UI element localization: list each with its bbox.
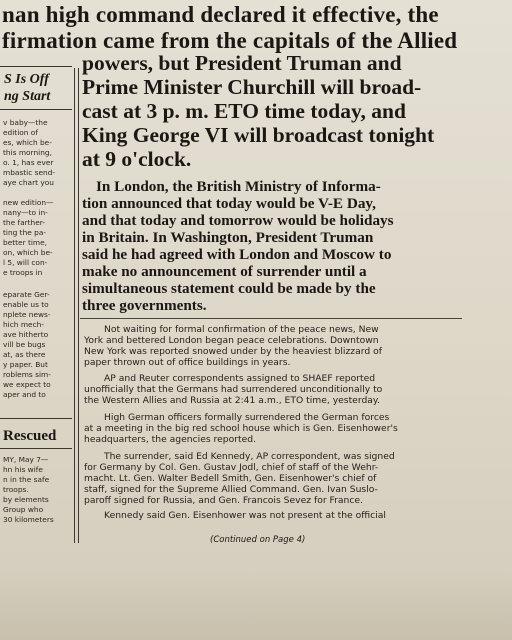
second-paragraph-line: said he had agreed with London and Moscow to	[82, 246, 392, 263]
sidebar-text-line: roblems sim-	[3, 370, 51, 379]
body-line: paroff signed for Russia, and Gen. Francois Sevez for France.	[84, 495, 364, 506]
body-line: unofficially that the Germans had surrendered unconditionally to	[84, 384, 383, 395]
body-line: headquarters, the agencies reported.	[84, 434, 257, 445]
lead-line: King George VI will broadcast tonight	[82, 123, 435, 147]
sidebar-text-line: l 5, will con-	[3, 258, 48, 267]
lead-line: Prime Minister Churchill will broad-	[82, 75, 422, 99]
sidebar-text-line: aper and to	[3, 390, 46, 399]
body-line: macht. Lt. Gen. Walter Bedell Smith, Gen. Eisenhower's chief of	[84, 473, 377, 484]
sidebar-text-line: new edition—	[3, 198, 54, 207]
body-line: High German officers formally surrendered the German forces	[104, 412, 390, 423]
rescued-headline-rule	[0, 448, 72, 449]
sidebar-text-line: at, as there	[3, 350, 46, 359]
sidebar-text-line: nany—to in-	[3, 208, 48, 217]
second-paragraph-line: in Britain. In Washington, President Truman	[82, 229, 374, 246]
sidebar-text-line: mbastic send-	[3, 168, 56, 177]
sidebar-bottom-rule	[0, 418, 72, 419]
rescued-text-line: by elements	[3, 495, 49, 504]
rescued-text-line: 30 kilometers	[3, 515, 54, 524]
rescued-text-line: Group who	[3, 505, 44, 514]
sidebar-headline-2: ng Start	[4, 89, 51, 104]
rescued-text-line: hn his wife	[3, 465, 43, 474]
rescued-text-line: MY, May 7—	[3, 455, 49, 464]
body-line: the Western Allies and Russia at 2:41 a.m., ETO time, yesterday.	[84, 395, 380, 406]
body-line: York and bettered London began peace celebrations. Downtown	[84, 335, 379, 346]
column-rule	[78, 68, 79, 543]
sidebar-text-line: y paper. But	[3, 360, 48, 369]
body-line: The surrender, said Ed Kennedy, AP correspondent, was signed	[104, 451, 395, 462]
paper-bottom-shading	[0, 572, 512, 640]
body-line: for Germany by Col. Gen. Gustav Jodl, chief of staff of the Wehr-	[84, 462, 379, 473]
sidebar-text-line: better time,	[3, 238, 48, 247]
body-line: Not waiting for formal confirmation of the peace news, New	[104, 324, 379, 335]
second-paragraph-line: make no announcement of surrender until a	[82, 263, 367, 280]
sidebar-text-line: on, which be-	[3, 248, 53, 257]
second-paragraph-line: tion announced that today would be V-E Day,	[82, 195, 376, 212]
rescued-headline: Rescued	[3, 428, 57, 444]
sidebar-text-line: edition of	[3, 128, 38, 137]
headline-line-2: firmation came from the capitals of the Allied	[2, 28, 458, 53]
sidebar-text-line: o. 1, has ever	[3, 158, 54, 167]
sidebar-text-line: this morning,	[3, 148, 52, 157]
headline-line-1: nan high command declared it effective, the	[2, 2, 439, 27]
sidebar-headline-rule	[0, 109, 72, 110]
sidebar-text-line: enable us to	[3, 300, 49, 309]
rescued-text-line: troops.	[3, 485, 29, 494]
second-paragraph-line: simultaneous statement could be made by the	[82, 280, 376, 297]
continued-on-page-note: (Continued on Page 4)	[210, 535, 306, 545]
lead-line: at 9 o'clock.	[82, 147, 192, 171]
sidebar-text-line: hich mech-	[3, 320, 44, 329]
sidebar-text-line: v baby—the	[3, 118, 48, 127]
sidebar-text-line: we expect to	[3, 380, 51, 389]
body-line: staff, signed for the Supreme Allied Command. Gen. Ivan Suslo-	[84, 484, 378, 495]
second-paragraph-line: and that today and tomorrow would be holidays	[82, 212, 394, 229]
paragraph-separator-rule	[80, 318, 462, 319]
sidebar-text-line: the farther-	[3, 218, 46, 227]
sidebar-text-line: nplete news-	[3, 310, 51, 319]
left-column-top-rule	[0, 66, 72, 67]
second-paragraph-line: three governments.	[82, 297, 207, 314]
sidebar-headline-1: S Is Off	[4, 72, 49, 87]
body-line: at a meeting in the big red school house which is Gen. Eisenhower's	[84, 423, 398, 434]
sidebar-text-line: ting the pa-	[3, 228, 47, 237]
body-line: AP and Reuter correspondents assigned to SHAEF reported	[104, 373, 376, 384]
left-column	[0, 66, 72, 546]
column-rule	[74, 68, 75, 543]
second-paragraph-line: In London, the British Ministry of Informa-	[96, 178, 381, 195]
lead-line: powers, but President Truman and	[82, 51, 402, 75]
sidebar-text-line: e troops in	[3, 268, 43, 277]
body-line: New York was reported snowed under by the heaviest blizzard of	[84, 346, 382, 357]
sidebar-text-line: aye chart you	[3, 178, 54, 187]
body-line: Kennedy said Gen. Eisenhower was not present at the official	[104, 510, 386, 521]
body-line: paper thrown out of office buildings in years.	[84, 357, 291, 368]
sidebar-text-line: es, which be-	[3, 138, 52, 147]
sidebar-text-line: vill be bugs	[3, 340, 46, 349]
rescued-text-line: n in the safe	[3, 475, 50, 484]
sidebar-text-line: eparate Ger-	[3, 290, 50, 299]
lead-line: cast at 3 p. m. ETO time today, and	[82, 99, 406, 123]
sidebar-text-line: ave hitherto	[3, 330, 49, 339]
